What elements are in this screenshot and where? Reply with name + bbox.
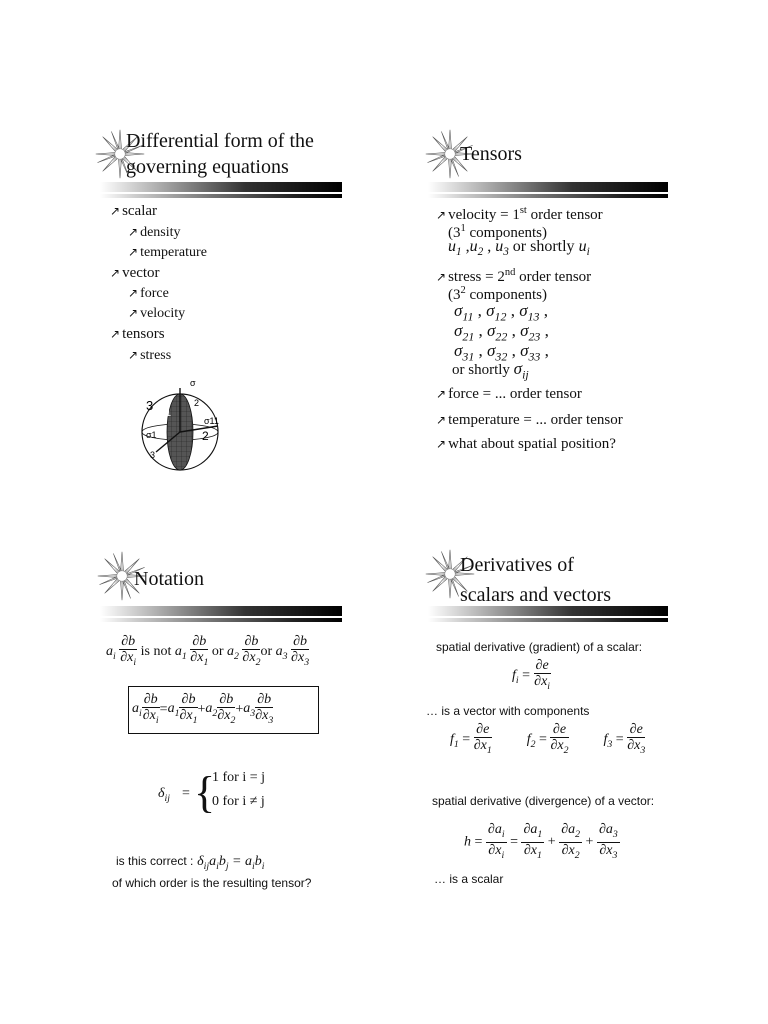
list-item: ↗ velocity = 1st order tensor: [436, 205, 603, 223]
list-item: ↗ temperature: [128, 245, 207, 260]
list-item: ↗ scalar: [110, 203, 158, 219]
stress-row-2: $\sigma_{21}$ , $\sigma_{22}$ , $\sigma_{23}$ ,: [454, 321, 549, 344]
list-item: ↗ velocity: [128, 306, 186, 321]
title-underline-thin: [100, 194, 342, 198]
sphere-label: σ: [190, 378, 196, 388]
list-item: ↗ density: [128, 225, 181, 240]
notation-equation: $a_i$ $\frac{\partial b}{\partial x_i}$ is not $a_1$ $\frac{\partial b}{\partial x_1}$ or $a_2$ $\frac{\partial b}{\partial x_2}$ or $a_3$ $\frac{\partial b}{\partial x_3}$: [106, 634, 310, 668]
slide-title: Tensors: [460, 143, 522, 165]
list-text: ($3^1$ components): [448, 223, 547, 241]
list-text: ($3^2$ components): [448, 285, 547, 303]
arrow-bullet-icon: ↗: [128, 306, 139, 320]
gradient-equation: $f_i$ = $\frac{\partial e}{\partial x_i}$: [512, 658, 551, 692]
list-item: ↗ stress = 2nd order tensor: [436, 267, 592, 285]
slide-governing-equations: [0, 0, 384, 512]
list-item: ↗ tensors: [110, 326, 165, 342]
stress-row-1: $\sigma_{11}$ , $\sigma_{12}$ , $\sigma_{13}$ ,: [454, 301, 548, 324]
arrow-bullet-icon: ↗: [436, 270, 447, 284]
question-line-2: of which order is the resulting tensor?: [112, 876, 312, 890]
list-item: ↗ what about spatial position?: [436, 436, 616, 452]
title-underline: [100, 606, 342, 616]
sphere-label: 2: [194, 398, 200, 408]
title-underline: [100, 182, 342, 192]
arrow-bullet-icon: ↗: [110, 204, 121, 218]
sphere-label: σ11: [204, 416, 219, 426]
arrow-bullet-icon: ↗: [436, 387, 447, 401]
stress-shortly: or shortly $\sigma_{ij}$: [452, 359, 529, 382]
question-line-1: is this correct : $\delta_{ij}a_ib_j = a_ib_i$: [116, 854, 265, 872]
title-line-1: Differential form of the: [126, 130, 314, 152]
stress-row-3: $\sigma_{31}$ , $\sigma_{32}$ , $\sigma_{33}$ ,: [454, 341, 549, 364]
divergence-equation: h = $\frac{\partial a_i}{\partial x_i}$ = $\frac{\partial a_1}{\partial x_1}$ + $\frac{\partial a_2}{\partial x_2}$ + $\frac{\partial a_3}{\partial x_3}$: [464, 822, 618, 861]
sphere-label: 1: [166, 408, 172, 418]
title-underline: [428, 606, 668, 616]
divergence-text: spatial derivative (divergence) of a vector:: [432, 794, 655, 808]
arrow-bullet-icon: ↗: [436, 208, 447, 222]
title-underline: [428, 182, 668, 192]
title-underline-thin: [428, 618, 668, 622]
arrow-bullet-icon: ↗: [110, 266, 121, 280]
vector-components-text: … is a vector with components: [426, 704, 590, 718]
list-item: ↗ stress: [128, 348, 172, 363]
slide-tensors: [384, 0, 768, 512]
title-underline-thin: [428, 194, 668, 198]
arrow-bullet-icon: ↗: [128, 348, 139, 362]
velocity-components: $u_1$ $,u_2$ , $u_3$ or shortly $u_i$: [448, 238, 590, 259]
scalar-text: … is a scalar: [434, 872, 504, 886]
gradient-text: spatial derivative (gradient) of a scalar:: [436, 640, 643, 654]
stress-sphere-diagram: [136, 376, 236, 472]
list-item: ↗ force = ... order tensor: [436, 386, 582, 402]
sphere-label: σ1: [146, 430, 157, 440]
slide-title: [126, 128, 314, 180]
slide-notation: Notation $a_i$ $\frac{\partial b}{\partial x_i}$ is not $a_1$ $\frac{\partial b}{\partial x_1}$ or $a_2$ $\frac{\partial b}{\partial x_2}$ or $a_3$ $\frac{\partial b}{\partial x_3}$ $a_i$ $\frac{\partial b}{\partial x_i}$ = $a_1$ $\frac{\partial b}{\partial x_1}$ + $a_2$ $\frac{\partial b}{\partial x_2}$ + $a_3$ $\frac{\partial b}{\partial x_3}$ $\delta_{ij}$ = { 1 for i = j 0 for i ≠ j is this correct : $\delta_{ij}a_ib_j = a_ib_i$ of which order is the resulting tensor?: [0, 512, 384, 1024]
list-item: ↗ temperature = ... order tensor: [436, 412, 623, 428]
list-item: ↗ vector: [110, 265, 160, 281]
arrow-bullet-icon: ↗: [110, 327, 121, 341]
slide-title: Derivatives of scalars and vectors: [460, 554, 612, 606]
arrow-bullet-icon: ↗: [128, 225, 139, 239]
arrow-bullet-icon: ↗: [128, 286, 139, 300]
summation-box: $a_i$ $\frac{\partial b}{\partial x_i}$ = $a_1$ $\frac{\partial b}{\partial x_1}$ + $a_2$ $\frac{\partial b}{\partial x_2}$ + $a_3$ $\frac{\partial b}{\partial x_3}$: [128, 686, 319, 734]
slide-title: Notation: [134, 568, 204, 590]
title-line-2: governing equations: [126, 156, 289, 178]
title-underline-thin: [100, 618, 342, 622]
arrow-bullet-icon: ↗: [436, 437, 447, 451]
sphere-label: 3: [150, 450, 156, 460]
sphere-label: 3: [146, 398, 154, 413]
arrow-bullet-icon: ↗: [128, 245, 139, 259]
slide-derivatives: [384, 512, 768, 1024]
sphere-label: 2: [202, 429, 209, 443]
list-item: ↗ force: [128, 286, 169, 301]
component-equations: $f_1$ = $\frac{\partial e}{\partial x_1}$ $f_2$ = $\frac{\partial e}{\partial x_2}$ $f_3$ = $\frac{\partial e}{\partial x_3}$: [450, 722, 646, 756]
arrow-bullet-icon: ↗: [436, 413, 447, 427]
